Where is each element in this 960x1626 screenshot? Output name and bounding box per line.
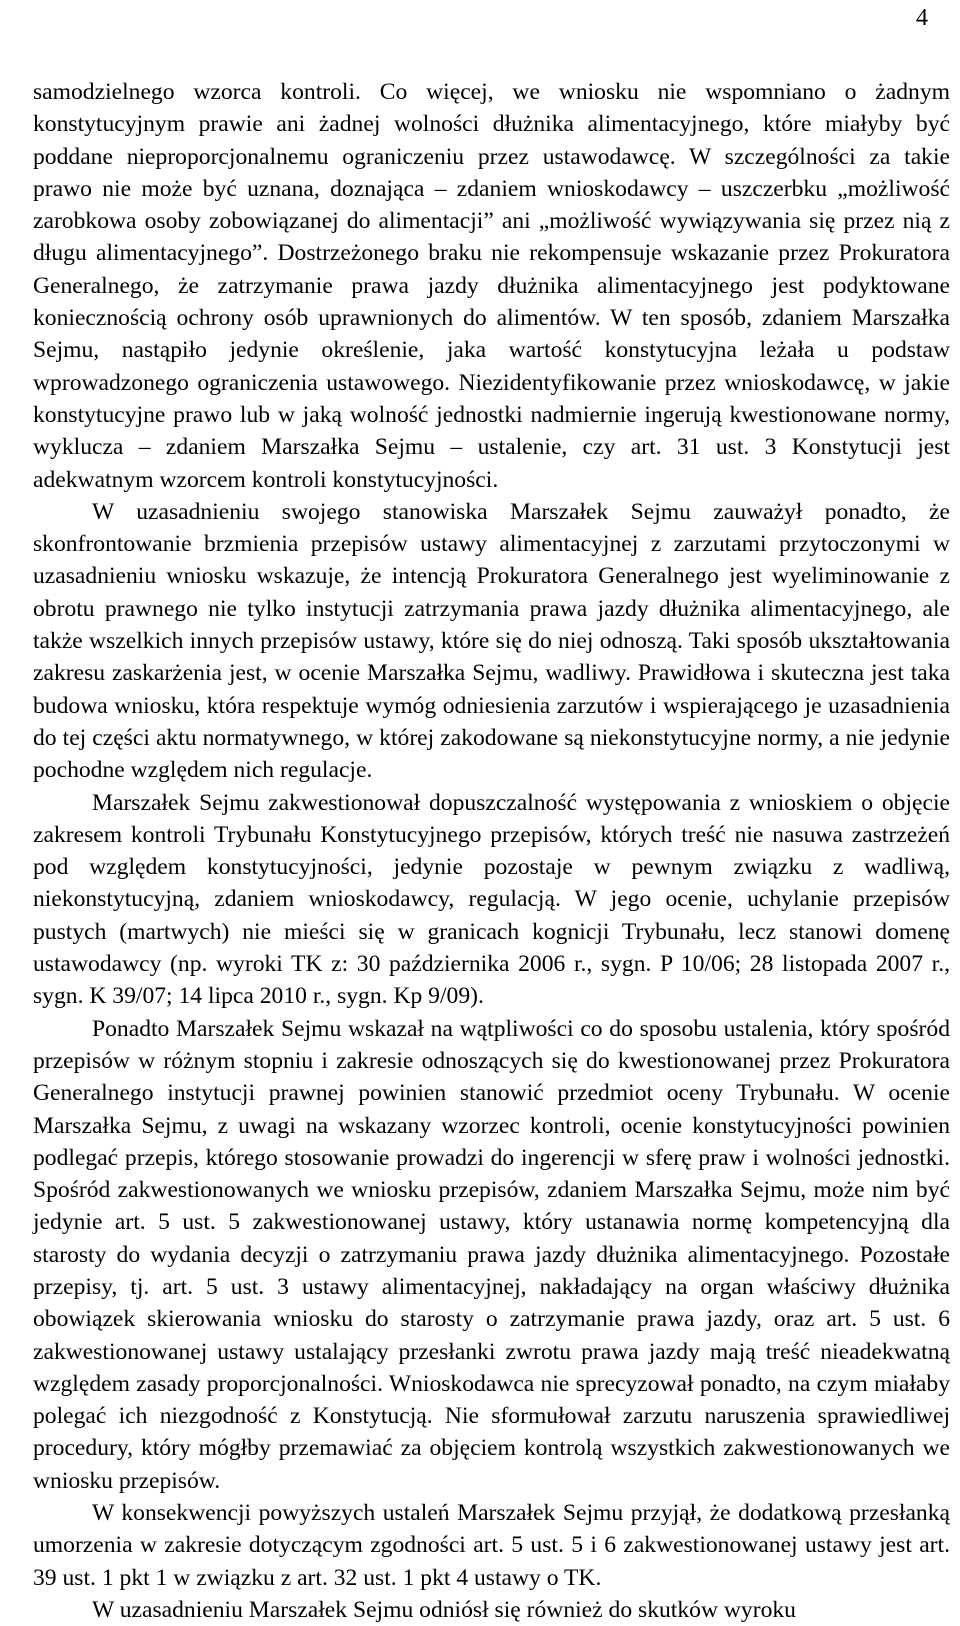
paragraph-5: W konsekwencji powyższych ustaleń Marszałek Sejmu przyjął, że dodatkową przesłanką umorzenia w zakresie dotyczącym zgodności art. 5 ust. 5 i 6 zakwestionowanej ustawy jest art. 39 ust. 1 pkt 1 w związku z art. 32 ust. 1 pkt 4 ustawy o TK. bbox=[33, 1500, 950, 1591]
paragraph-2: W uzasadnieniu swojego stanowiska Marszałek Sejmu zauważył ponadto, że skonfrontowanie brzmienia przepisów ustawy alimentacyjnej z zarzutami przytoczonymi w uzasadnieniu wniosku wskazuje, że intencją Prokuratora Generalnego jest wyeliminowanie z obrotu prawnego nie tylko instytucji zatrzymania prawa jazdy dłużnika alimentacyjnego, ale także wszelkich innych przepisów ustawy, które się do niej odnoszą. Taki sposób ukształtowania zakresu zaskarżenia jest, w ocenie Marszałka Sejmu, wadliwy. Prawidłowa i skuteczna jest taka budowa wniosku, która respektuje wymóg odniesienia zarzutów i wspierającego je uzasadnienia do tej części aktu normatywnego, w której zakodowane są niekonstytucyjne normy, a nie jedynie pochodne względem nich regulacje. bbox=[33, 498, 950, 784]
page-number: 4 bbox=[916, 5, 928, 31]
paragraph-4: Ponadto Marszałek Sejmu wskazał na wątpliwości co do sposobu ustalenia, który spośród przepisów w różnym stopniu i zakresie odnoszących się do kwestionowanej przez Prokuratora Generalnego instytucji prawnej powinien stanowić przedmiot oceny Trybunału. W ocenie Marszałka Sejmu, z uwagi na wskazany wzorzec kontroli, ocenie konstytucyjności powinien podlegać przepis, którego stosowanie prowadzi do ingerencji w sferę praw i wolności jednostki. Spośród zakwestionowanych we wniosku przepisów, zdaniem Marszałka Sejmu, może nim być jedynie art. 5 ust. 5 zakwestionowanej ustawy, który ustanawia normę kompetencyjną dla starosty do wydania decyzji o zatrzymaniu prawa jazdy dłużnika alimentacyjnego. Pozostałe przepisy, tj. art. 5 ust. 3 ustawy alimentacyjnej, nakładający na organ właściwy dłużnika obowiązek skierowania wniosku do starosty o zatrzymanie prawa jazdy, oraz art. 5 ust. 6 zakwestionowanej ustawy ustalający przesłanki zwrotu prawa jazdy mają treść nieadekwatną względem zasady proporcjonalności. Wnioskodawca nie sprecyzował ponadto, na czym miałaby polegać ich niezgodność z Konstytucją. Nie sformułował zarzutu naruszenia sprawiedliwej procedury, który mógłby przemawiać za objęciem kontrolą wszystkich zakwestionowanych we wniosku przepisów. bbox=[33, 1015, 950, 1494]
document-body bbox=[33, 76, 950, 1626]
paragraph-1: samodzielnego wzorca kontroli. Co więcej, we wniosku nie wspomniano o żadnym konstytucyjnym prawie ani żadnej wolności dłużnika alimentacyjnego, które miałyby być poddane nieproporcjonalnemu ograniczeniu przez ustawodawcę. W szczególności za takie prawo nie może być uznana, doznająca – zdaniem wnioskodawcy – uszczerbku „możliwość zarobkowa osoby zobowiązanej do alimentacji” ani „możliwość wywiązywania się przez nią z długu alimentacyjnego”. Dostrzeżonego braku nie rekompensuje wskazanie przez Prokuratora Generalnego, że zatrzymanie prawa jazdy dłużnika alimentacyjnego jest podyktowane koniecznością ochrony osób uprawnionych do alimentów. W ten sposób, zdaniem Marszałka Sejmu, nastąpiło jedynie określenie, jaka wartość konstytucyjna leżała u podstaw wprowadzonego ograniczenia ustawowego. Niezidentyfikowanie przez wnioskodawcę, w jakie konstytucyjne prawo lub w jaką wolność jednostki nadmiernie ingerują kwestionowane normy, wyklucza – zdaniem Marszałka Sejmu – ustalenie, czy art. 31 ust. 3 Konstytucji jest adekwatnym wzorcem kontroli konstytucyjności. bbox=[33, 79, 950, 493]
paragraph-3: Marszałek Sejmu zakwestionował dopuszczalność występowania z wnioskiem o objęcie zakresem kontroli Trybunału Konstytucyjnego przepisów, których treść nie nasuwa zastrzeżeń pod względem konstytucyjności, jedynie pozostaje w pewnym związku z wadliwą, niekonstytucyjną, zdaniem wnioskodawcy, regulacją. W jego ocenie, uchylanie przepisów pustych (martwych) nie mieści się w granicach kognicji Trybunału, lecz stanowi domenę ustawodawcy (np. wyroki TK z: 30 października 2006 r., sygn. P 10/06; 28 listopada 2007 r., sygn. K 39/07; 14 lipca 2010 r., sygn. Kp 9/09). bbox=[33, 789, 950, 1010]
paragraph-6: W uzasadnieniu Marszałek Sejmu odniósł się również do skutków wyroku bbox=[92, 1596, 796, 1623]
